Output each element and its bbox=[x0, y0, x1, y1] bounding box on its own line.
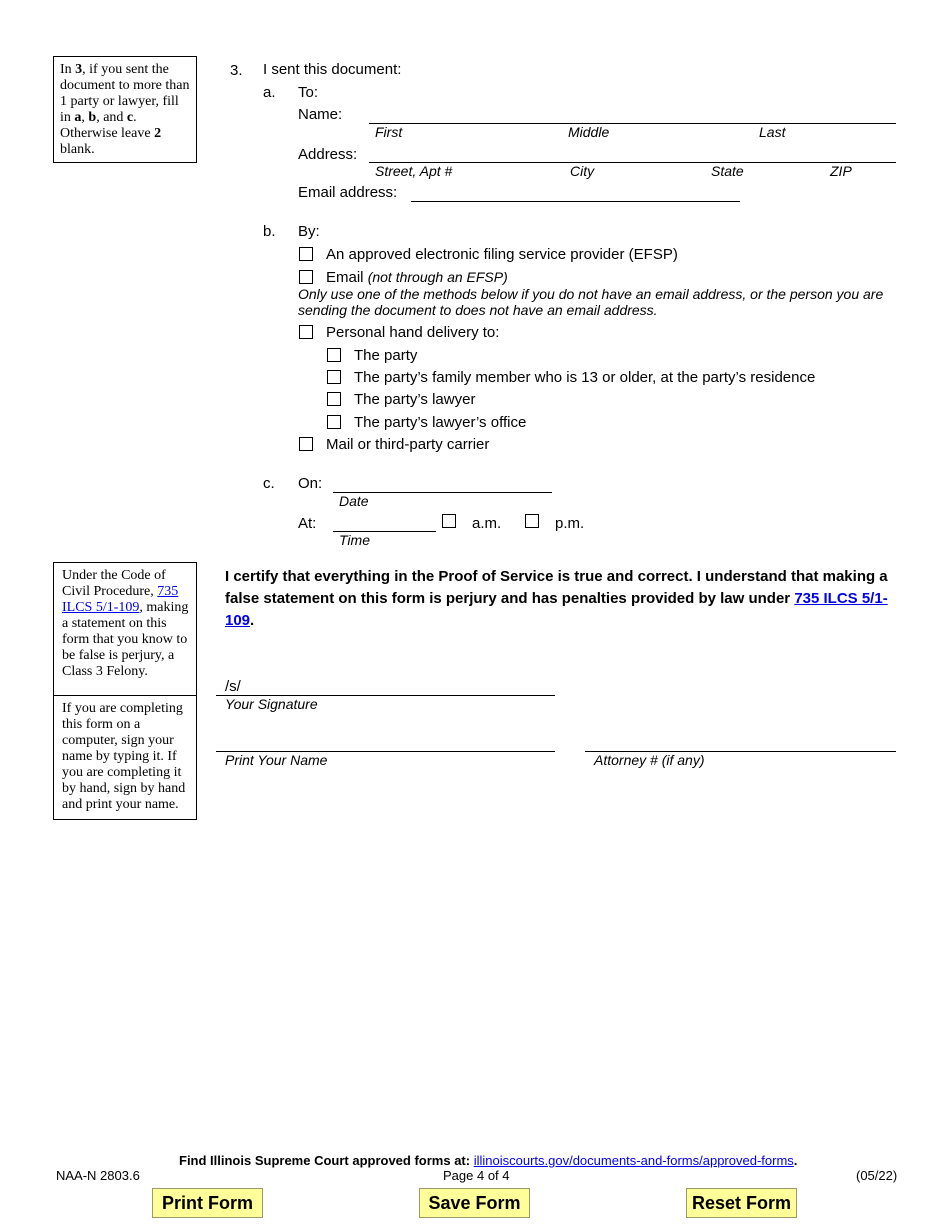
email-address-field[interactable] bbox=[411, 201, 740, 202]
name-last-sublabel: Last bbox=[759, 124, 786, 140]
reset-form-button[interactable]: Reset Form bbox=[686, 1188, 797, 1218]
form-version: (05/22) bbox=[856, 1168, 898, 1183]
name-field[interactable] bbox=[369, 123, 896, 124]
the-party-label: The party bbox=[354, 347, 418, 364]
email-option-text: Email bbox=[326, 269, 364, 286]
email-checkbox[interactable] bbox=[299, 270, 313, 284]
section-heading: I sent this document: bbox=[263, 61, 402, 78]
date-sublabel: Date bbox=[339, 493, 369, 509]
personal-delivery-label: Personal hand delivery to: bbox=[326, 324, 500, 341]
print-form-button[interactable]: Print Form bbox=[152, 1188, 263, 1218]
address-label: Address: bbox=[298, 146, 358, 163]
family-member-label: The party’s family member who is 13 or older, at the party’s residence bbox=[354, 369, 816, 386]
to-label: To: bbox=[298, 84, 319, 101]
sidebar-note-fill-instructions: In 3, if you sent the document to more than 1 party or lawyer, fill in a, b, and c. Otherwise leave 2 blank. bbox=[53, 56, 197, 163]
party-lawyer-checkbox[interactable] bbox=[327, 392, 341, 406]
name-middle-sublabel: Middle bbox=[568, 124, 610, 140]
certification-statement: I certify that everything in the Proof of Service is true and correct. I understand that making a false statement on this form is perjury and has penalties provided by law under 735 ILCS 5/1-109. bbox=[225, 568, 888, 629]
pm-checkbox[interactable] bbox=[525, 514, 539, 528]
attorney-number-sublabel: Attorney # (if any) bbox=[594, 752, 705, 768]
mail-option-label: Mail or third-party carrier bbox=[326, 436, 490, 453]
by-label: By: bbox=[298, 223, 320, 240]
time-sublabel: Time bbox=[339, 532, 370, 548]
sidebar-statute-link[interactable]: 735 ILCS 5/1-109 bbox=[62, 584, 179, 615]
am-checkbox[interactable] bbox=[442, 514, 456, 528]
the-party-checkbox[interactable] bbox=[327, 348, 341, 362]
email-option-note: (not through an EFSP) bbox=[367, 269, 508, 285]
lawyer-office-checkbox[interactable] bbox=[327, 415, 341, 429]
name-first-sublabel: First bbox=[375, 124, 403, 140]
page-number: Page 4 of 4 bbox=[443, 1168, 510, 1183]
pm-label: p.m. bbox=[555, 515, 585, 532]
party-lawyer-label: The party’s lawyer bbox=[354, 391, 476, 408]
efsp-checkbox[interactable] bbox=[299, 247, 313, 261]
signature-prefix: /s/ bbox=[225, 678, 241, 695]
approved-forms-link[interactable]: illinoiscourts.gov/documents-and-forms/approved-forms bbox=[473, 1153, 794, 1168]
signature-sublabel: Your Signature bbox=[225, 696, 318, 712]
address-city-sublabel: City bbox=[570, 163, 595, 179]
family-member-checkbox[interactable] bbox=[327, 370, 341, 384]
at-label: At: bbox=[298, 515, 317, 532]
form-code: NAA-N 2803.6 bbox=[56, 1168, 140, 1183]
item-a-letter: a. bbox=[263, 84, 276, 101]
address-street-sublabel: Street, Apt # bbox=[375, 163, 453, 179]
approved-forms-notice: Find Illinois Supreme Court approved forms at: illinoiscourts.gov/documents-and-forms/approved-forms. bbox=[179, 1153, 798, 1168]
method-instruction-line1: Only use one of the methods below if you do not have an email address, or the person you are bbox=[298, 286, 884, 302]
certification-statute-link[interactable]: 735 ILCS 5/1-109 bbox=[225, 590, 888, 629]
personal-delivery-checkbox[interactable] bbox=[299, 325, 313, 339]
item-b-letter: b. bbox=[263, 223, 276, 240]
email-address-label: Email address: bbox=[298, 184, 398, 201]
mail-checkbox[interactable] bbox=[299, 437, 313, 451]
print-name-sublabel: Print Your Name bbox=[225, 752, 328, 768]
efsp-option-label: An approved electronic filing service provider (EFSP) bbox=[326, 246, 678, 263]
address-state-sublabel: State bbox=[711, 163, 744, 179]
on-label: On: bbox=[298, 475, 323, 492]
sidebar-note-perjury: Under the Code of Civil Procedure, 735 ILCS 5/1-109, making a statement on this form that you know to be false is perjury, a Class 3 Felony. bbox=[53, 562, 197, 696]
lawyer-office-label: The party’s lawyer’s office bbox=[354, 414, 527, 431]
am-label: a.m. bbox=[472, 515, 502, 532]
email-option-label bbox=[326, 269, 508, 286]
save-form-button[interactable]: Save Form bbox=[419, 1188, 530, 1218]
method-instruction-line2: sending the document to does not have an email address. bbox=[298, 302, 658, 318]
address-zip-sublabel: ZIP bbox=[830, 163, 852, 179]
sidebar-note-signing: If you are completing this form on a computer, sign your name by typing it. If you are completing it by hand, sign by hand and print your name. bbox=[53, 695, 197, 820]
item-c-letter: c. bbox=[263, 475, 275, 492]
section-number: 3. bbox=[230, 62, 243, 79]
name-label: Name: bbox=[298, 106, 343, 123]
